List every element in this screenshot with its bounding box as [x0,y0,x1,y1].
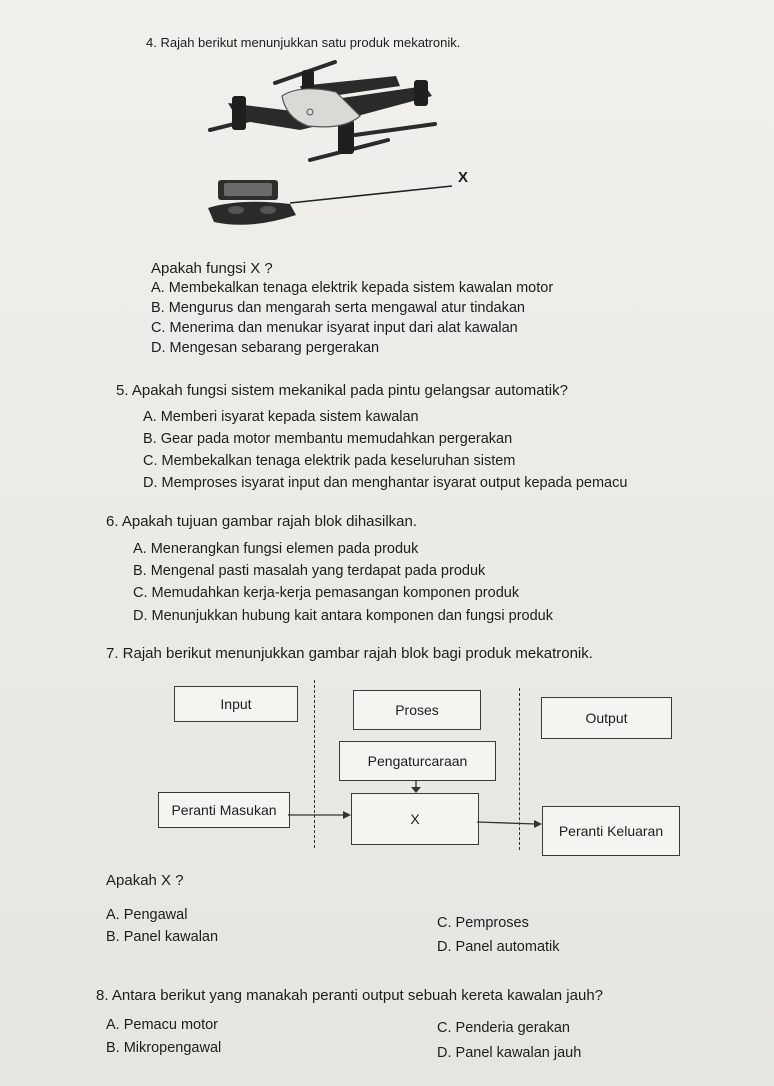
q6-option-b: B. Mengenal pasti masalah yang terdapat pada produk [133,563,486,579]
q4-pointer-x: X [458,169,469,186]
block-pengaturcaraan: Pengaturcaraan [339,741,496,781]
q4-option-a: A. Membekalkan tenaga elektrik kepada sistem kawalan motor [151,280,554,296]
q4-question: Apakah fungsi X ? [151,260,273,277]
q6-option-a: A. Menerangkan fungsi elemen pada produk [133,541,419,557]
q6-option-c: C. Memudahkan kerja-kerja pemasangan komponen produk [133,585,520,601]
block-proses: Proses [353,690,481,730]
q7-option-b: B. Panel kawalan [106,929,219,945]
q6-option-d: D. Menunjukkan hubung kait antara komponen dan fungsi produk [133,608,553,624]
q7-question: Apakah X ? [106,872,184,889]
q4-option-c: C. Menerima dan menukar isyarat input dari alat kawalan [151,320,518,336]
q8-option-c: C. Penderia gerakan [437,1020,570,1036]
q8-option-a: A. Pemacu motor [106,1017,219,1033]
q7-option-d: D. Panel automatik [437,939,560,955]
q5-option-b: B. Gear pada motor membantu memudahkan pergerakan [143,431,513,447]
q6-stem: 6. Apakah tujuan gambar rajah blok dihasilkan. [106,513,418,530]
q4-option-d: D. Mengesan sebarang pergerakan [151,340,380,356]
block-input: Input [174,686,298,722]
block-peranti-keluaran: Peranti Keluaran [542,806,680,856]
block-x: X [351,793,479,845]
block-output: Output [541,697,672,739]
block-peranti-masukan: Peranti Masukan [158,792,290,828]
q5-option-d: D. Memproses isyarat input dan menghantar isyarat output kepada pemacu [143,475,628,491]
q4-option-b: B. Mengurus dan mengarah serta mengawal atur tindakan [151,300,525,316]
q7-option-a: A. Pengawal [106,907,188,923]
q4-stem: 4. Rajah berikut menunjukkan satu produk mekatronik. [146,35,461,50]
q5-stem: 5. Apakah fungsi sistem mekanikal pada pintu gelangsar automatik? [116,382,568,399]
q5-option-a: A. Memberi isyarat kepada sistem kawalan [143,409,419,425]
q8-option-d: D. Panel kawalan jauh [437,1045,582,1061]
q7-stem: 7. Rajah berikut menunjukkan gambar rajah blok bagi produk mekatronik. [106,645,593,662]
q7-option-c: C. Pemproses [437,915,529,931]
q5-option-c: C. Membekalkan tenaga elektrik pada keseluruhan sistem [143,453,516,469]
q8-option-b: B. Mikropengawal [106,1040,222,1056]
q8-stem: 8. Antara berikut yang manakah peranti output sebuah kereta kawalan jauh? [96,987,604,1004]
